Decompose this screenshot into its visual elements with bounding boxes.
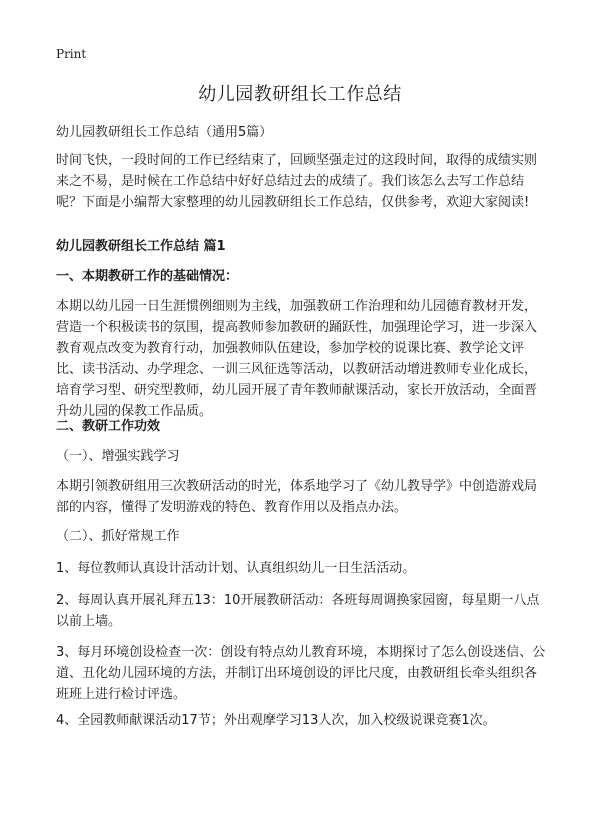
intro-paragraph: 时间飞快，一段时间的工作已经结束了，回顾坚强走过的这段时间，取得的成绩实则来之不易，是时候在工作总结中好好总结过去的成绩了。我们该怎么去写工作总结呢？下面是小编帮大家整理的幼儿园教研组长工作总结，仅供参考，欢迎大家阅读! <box>56 153 538 210</box>
heading-basic-situation: 一、本期教研工作的基础情况： <box>56 269 239 284</box>
document-title: 幼儿园教研组长工作总结 <box>198 84 402 105</box>
paragraph-practice-learning: 本期引领教研组用三次教研活动的时光，体系地学习了《幼儿教导学》中创造游戏局部的内容，懂得了发明游戏的特色、教育作用以及指点办法。 <box>56 479 538 515</box>
list-item-4: 4、全园教师献课活动17节；外出观摩学习13人次，加入校级说课竞赛1次。 <box>56 713 496 728</box>
list-item-3: 3、每月环境创设检查一次：创设有特点幼儿教育环境，本期探讨了怎么创设迷信、公道、丑化幼儿园环境的方法，并制订出环境创设的评比尺度，由教研组长牵头组织各班班上进行检讨评选。 <box>56 645 546 702</box>
subheading-practice-learning: （一）、增强实践学习 <box>56 449 180 464</box>
document-subtitle: 幼儿园教研组长工作总结（通用5篇） <box>56 125 273 140</box>
list-item-2: 2、每周认真开展礼拜五13：10开展教研活动：各班每周调换家园窗，每星期一八点以前上墙。 <box>56 593 540 629</box>
list-item-1: 1、每位教师认真设计活动计划、认真组织幼儿一日生活活动。 <box>56 561 416 576</box>
paragraph-basic-situation: 本期以幼儿园一日生涯惯例细则为主线，加强教研工作治理和幼儿园德育教材开发，营造一个积极读书的氛围，提高教师参加教研的踊跃性，加强理论学习，进一步深入教育观点改变为教育行动，加强教师队伍建设，参加学校的说课比赛、教学论文评比、读书活动、办学理念、一训三风征选等活动，以教研活动增进教师专业化成长，培育学习型、研究型教师，幼儿园开展了青年教师献课活动，家长开放活动，全面晋升幼儿园的保教工作品质。 <box>56 299 538 419</box>
heading-results: 二、教研工作功效 <box>56 419 161 434</box>
section-title: 幼儿园教研组长工作总结 篇1 <box>56 239 226 254</box>
subheading-routine-work: （二）、抓好常规工作 <box>56 529 180 544</box>
print-link[interactable]: Print <box>56 47 87 61</box>
